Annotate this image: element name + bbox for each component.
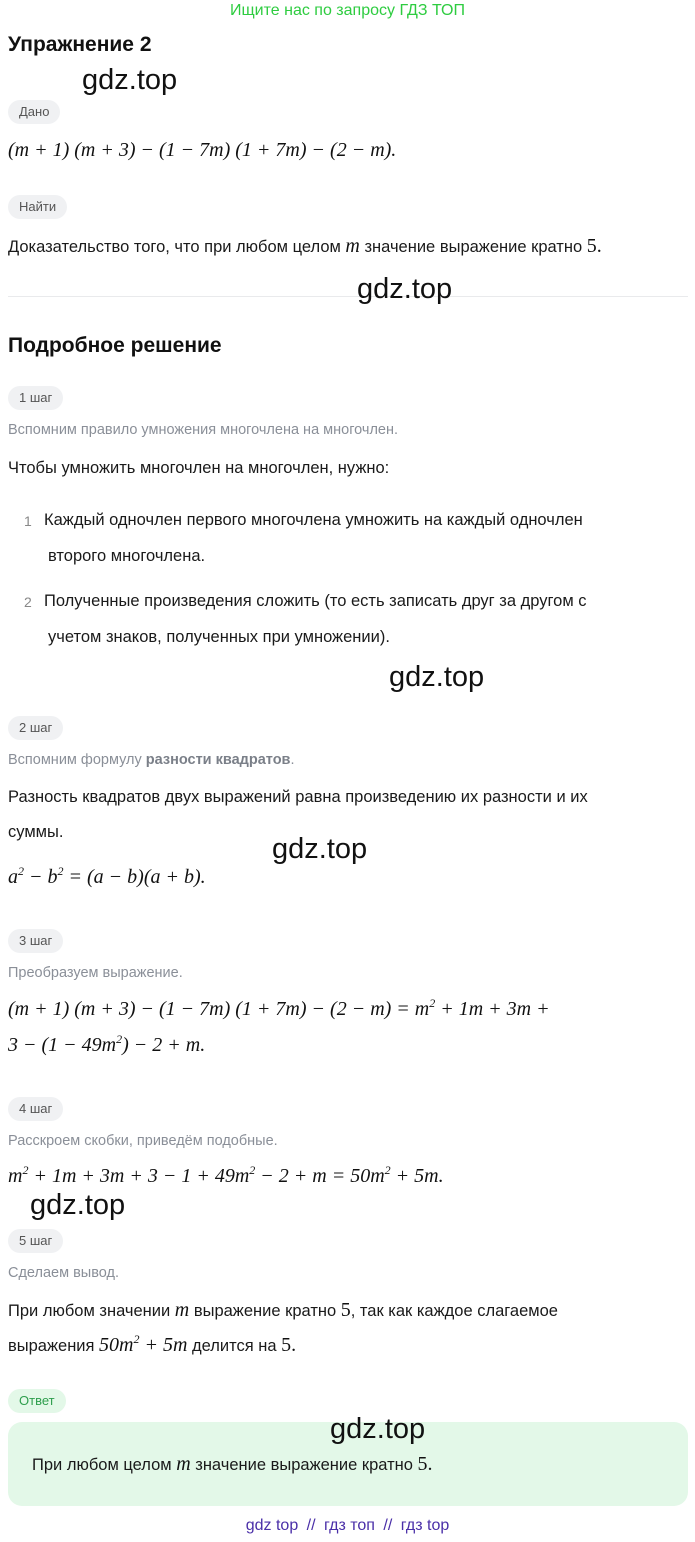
difference-of-squares-formula: $a^2 - b^2 = (a - b)(a + b)$. (8, 864, 206, 888)
answer-text: При любом целом m значение выражение кратно 5. (32, 1453, 433, 1475)
list-item: Полученные произведения сложить (то есть записать друг за другом с (44, 592, 587, 610)
step-2-text: Разность квадратов двух выражений равна произведению их разности и их (8, 788, 588, 806)
step-1-label: 1 шаг (8, 386, 63, 410)
step-5-label: 5 шаг (8, 1229, 63, 1253)
step-3-hint: Преобразуем выражение. (8, 965, 183, 981)
watermark: gdz.top (389, 661, 485, 693)
step-2-label: 2 шаг (8, 716, 63, 740)
given-label: Дано (8, 100, 60, 124)
step-4-expression: $m^2 + 1m + 3m + 3 - 1 + 49m^2 - 2 + m = 50m^2 + 5m$. (8, 1163, 444, 1187)
watermark: gdz.top (272, 833, 368, 865)
given-expression: (m + 1) (m + 3) − (1 − 7m) (1 + 7m) − (2 − m). (8, 139, 397, 161)
list-item-cont: учетом знаков, полученных при умножении). (48, 628, 390, 646)
step-4-label: 4 шаг (8, 1097, 63, 1121)
step-2-text-cont: суммы. (8, 823, 64, 841)
step-4-hint: Расскроем скобки, приведём подобные. (8, 1133, 278, 1149)
watermark: gdz.top (30, 1189, 126, 1221)
footer-link[interactable]: гдз топ (324, 1517, 375, 1534)
list-number: 2 (24, 594, 32, 610)
step-5-text-cont: выражения $50m^2 + 5m$ делится на 5. (8, 1332, 297, 1356)
find-text: Доказательство того, что при любом целом m значение выражение кратно 5. (8, 235, 602, 257)
footer-link[interactable]: gdz top (245, 1517, 299, 1534)
find-label: Найти (8, 195, 67, 219)
footer-separator: // (383, 1517, 393, 1534)
list-number: 1 (24, 513, 32, 529)
step-3-expression: (m + 1) (m + 3) − (1 − 7m) $(1 + 7m) - (2 - m) = m^2 + 1m + 3m$ + (8, 996, 550, 1020)
top-search-link[interactable]: Ищите нас по запросу ГДЗ ТОП (230, 2, 465, 19)
watermark: gdz.top (330, 1413, 426, 1445)
divider (8, 296, 688, 297)
footer-link[interactable]: гдз top (400, 1517, 450, 1534)
list-item: Каждый одночлен первого многочлена умножить на каждый одночлен (44, 511, 583, 529)
footer-links (0, 1517, 695, 1535)
step-1-hint: Вспомним правило умножения многочлена на многочлен. (8, 422, 399, 438)
footer-separator: // (306, 1517, 316, 1534)
page-title: Упражнение 2 (8, 33, 152, 56)
watermark: gdz.top (82, 64, 178, 96)
answer-label: Ответ (8, 1389, 66, 1413)
list-item-cont: второго многочлена. (48, 547, 206, 565)
step-5-text: При любом значении m выражение кратно 5, так как каждое слагаемое (8, 1299, 558, 1321)
step-2-hint: Вспомним формулу разности квадратов. (8, 752, 295, 768)
solution-title: Подробное решение (8, 334, 222, 357)
watermark: gdz.top (357, 273, 453, 305)
step-3-expression-cont: $3 - (1 - 49m^2) - 2 + m$. (8, 1032, 206, 1056)
step-3-label: 3 шаг (8, 929, 63, 953)
step-5-hint: Сделаем вывод. (8, 1265, 120, 1281)
step-1-text: Чтобы умножить многочлен на многочлен, нужно: (8, 459, 390, 477)
